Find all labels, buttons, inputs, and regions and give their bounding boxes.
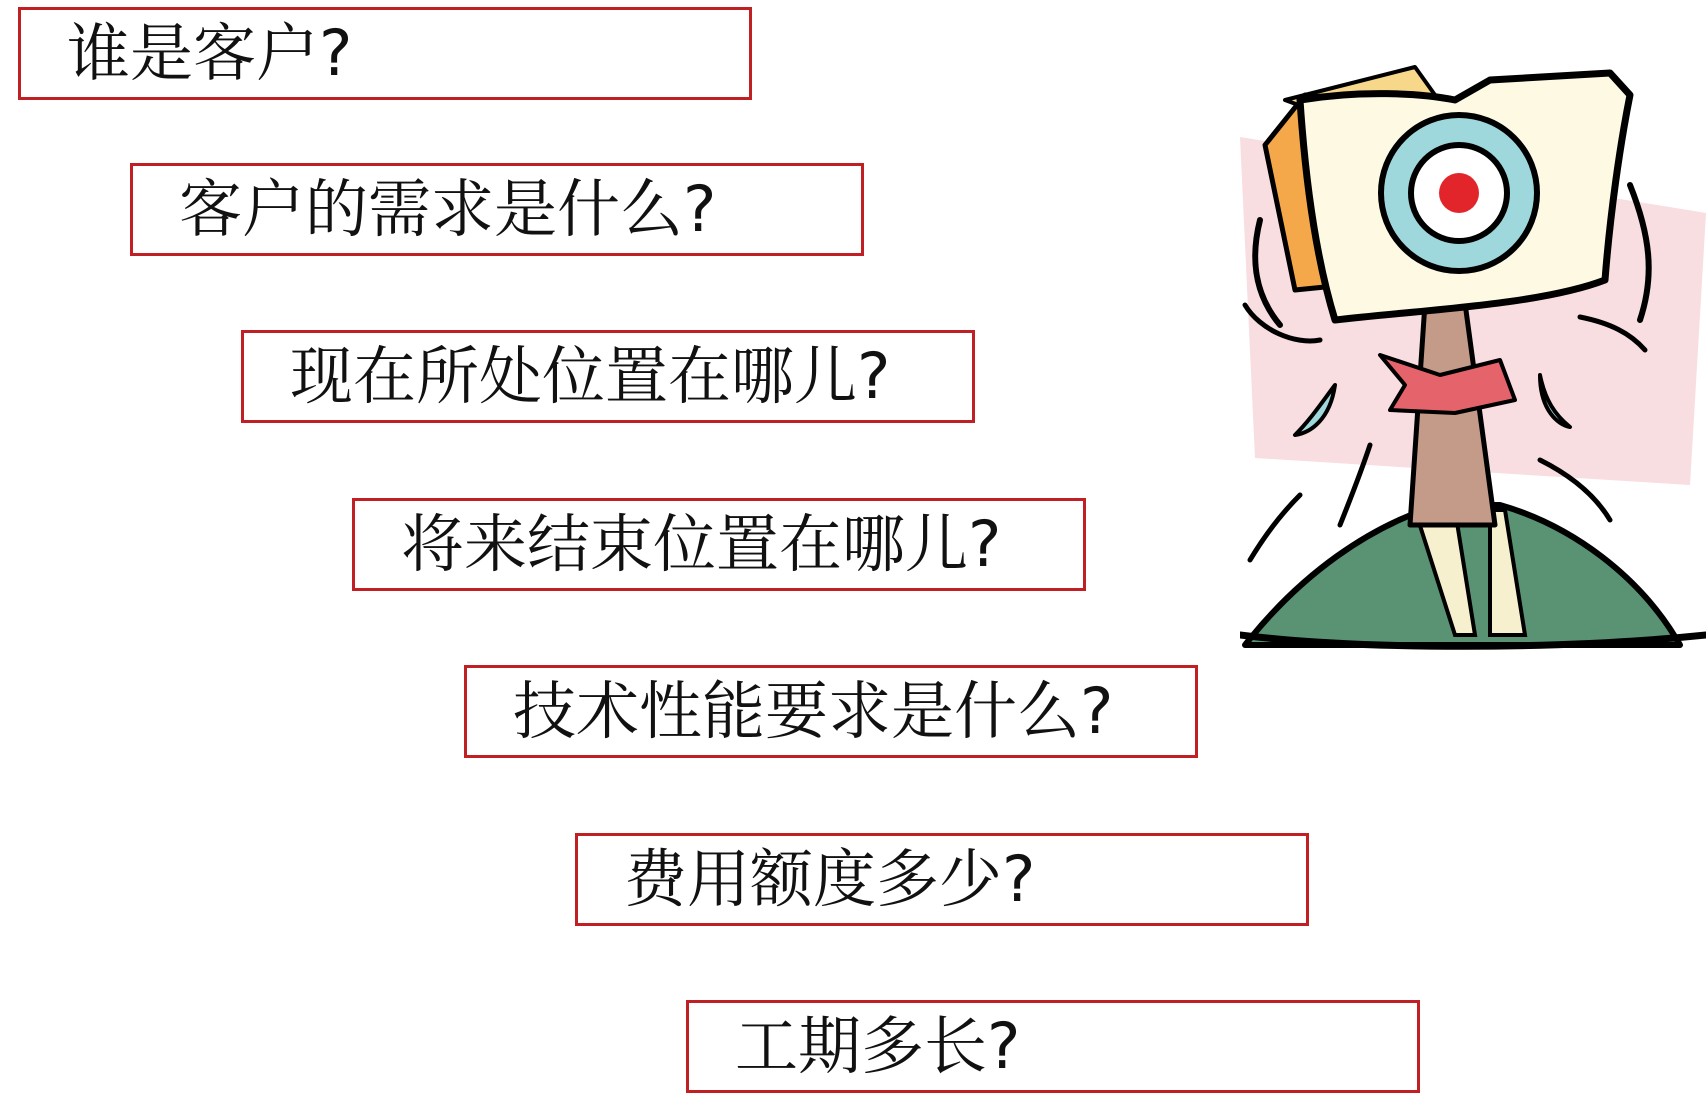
question-box-schedule <box>686 1000 1420 1093</box>
shake-line <box>1250 495 1300 560</box>
question-text: 技术性能要求是什么? <box>513 675 1114 748</box>
question-text: 费用额度多少? <box>624 843 1036 916</box>
question-box-current-position <box>241 330 975 423</box>
target-center <box>1439 173 1479 213</box>
question-box-end-position <box>352 498 1086 591</box>
question-text: 将来结束位置在哪儿? <box>401 508 1002 581</box>
question-box-requirements <box>130 163 864 256</box>
question-text: 工期多长? <box>735 1010 1021 1083</box>
question-box-budget <box>575 833 1309 926</box>
question-text: 现在所处位置在哪儿? <box>290 340 891 413</box>
question-box-customer <box>18 7 752 100</box>
target-head-figure-icon <box>1240 55 1706 655</box>
question-text: 谁是客户? <box>67 17 353 90</box>
question-text: 客户的需求是什么? <box>179 173 717 246</box>
question-box-technical-requirements <box>464 665 1198 758</box>
